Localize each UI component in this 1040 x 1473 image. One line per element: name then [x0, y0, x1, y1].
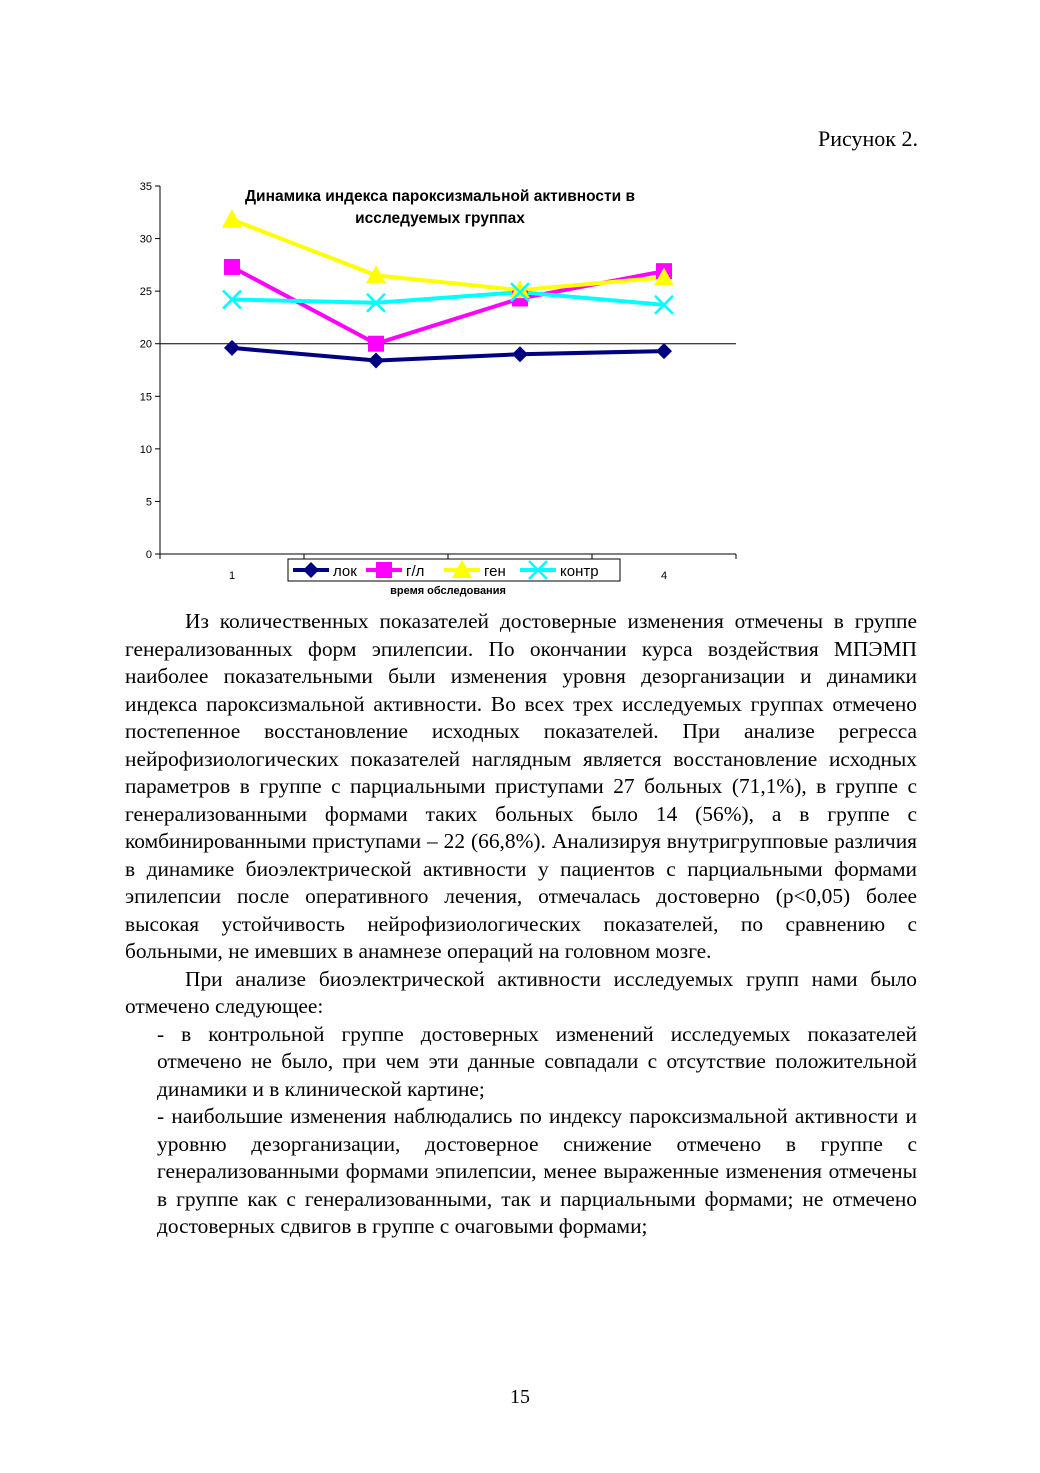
- data-point: [224, 259, 240, 275]
- chart-title: исследуемых группах: [355, 210, 525, 227]
- chart-svg: [110, 176, 750, 600]
- legend-label: г/л: [406, 563, 425, 580]
- list-item: - наибольшие изменения наблюдались по индексу пароксизмальной активности и уровню дезорганизации, достоверное снижение отмечено в группе с генерализованными формами эпилепсии, менее выраженные изменения отмечены в группе как с генерализованными, так и парциальными формами; не отмечено достоверных сдвигов в группе с очаговыми формами;: [157, 1104, 917, 1238]
- line-chart: [110, 176, 750, 600]
- figure-caption: Рисунок 2.: [818, 126, 918, 151]
- data-point: [368, 336, 384, 352]
- data-point: [512, 346, 528, 362]
- body-text: [125, 608, 917, 1241]
- data-point: [368, 353, 384, 369]
- legend-label: ген: [484, 563, 506, 580]
- series-line-лок: [232, 348, 664, 361]
- x-axis-label: время обследования: [390, 585, 506, 597]
- series-line-контр: [232, 292, 664, 305]
- y-tick-label: 35: [139, 181, 152, 193]
- list-item: - в контрольной группе достоверных изменений исследуемых показателей отмечено не было, при чем эти данные совпадали с отсутствие положительной динамики и в клинической картине;: [157, 1021, 917, 1101]
- y-tick-label: 10: [139, 443, 152, 456]
- y-tick-label: 5: [145, 496, 152, 509]
- legend-label: лок: [333, 563, 357, 580]
- data-point: [656, 343, 672, 359]
- paragraph: При анализе биоэлектрической активности исследуемых групп нами было отмечено следующее:: [125, 966, 917, 1018]
- data-point: [224, 340, 240, 356]
- y-tick-label: 25: [139, 286, 152, 299]
- paragraph: Из количественных показателей достоверные изменения отмечены в группе генерализованных форм эпилепсии. По окончании курса воздействия МПЭМП наиболее показательными были изменения уровня дезорганизации и динамики индекса пароксизмальной активности. Во всех трех исследуемых группах отмечено постепенное восстановление исходных показателей. При анализе регресса нейрофизиологических показателей наглядным является восстановление исходных параметров в группе с парциальными приступами 27 больных (71,1%), в группе с генерализованными формами таких больных было 14 (56%), а в группе с комбинированными приступами – 22 (66,8%). Анализируя внутригрупповые различия в динамике биоэлектрической активности у пациентов с парциальными формами эпилепсии после оперативного лечения, отмечалась достоверно (p<0,05) более высокая устойчивость нейрофизиологических показателей, по сравнению с больными, не имевших в анамнезе операций на головном мозге.: [125, 609, 917, 963]
- y-tick-label: 0: [145, 549, 152, 561]
- legend-label: контр: [560, 563, 599, 580]
- page-number: 15: [510, 1386, 530, 1408]
- chart-title: Динамика индекса пароксизмальной активности в: [245, 188, 635, 205]
- y-tick-label: 30: [139, 233, 152, 246]
- x-tick-label: 4: [660, 570, 668, 582]
- data-point: [222, 210, 242, 228]
- series-line-г/л: [232, 267, 664, 344]
- legend-marker: [376, 562, 392, 578]
- y-tick-label: 15: [139, 391, 152, 404]
- y-tick-label: 20: [139, 338, 152, 351]
- series-line-ген: [232, 220, 664, 290]
- x-tick-label: 1: [228, 570, 236, 582]
- legend: [288, 559, 620, 581]
